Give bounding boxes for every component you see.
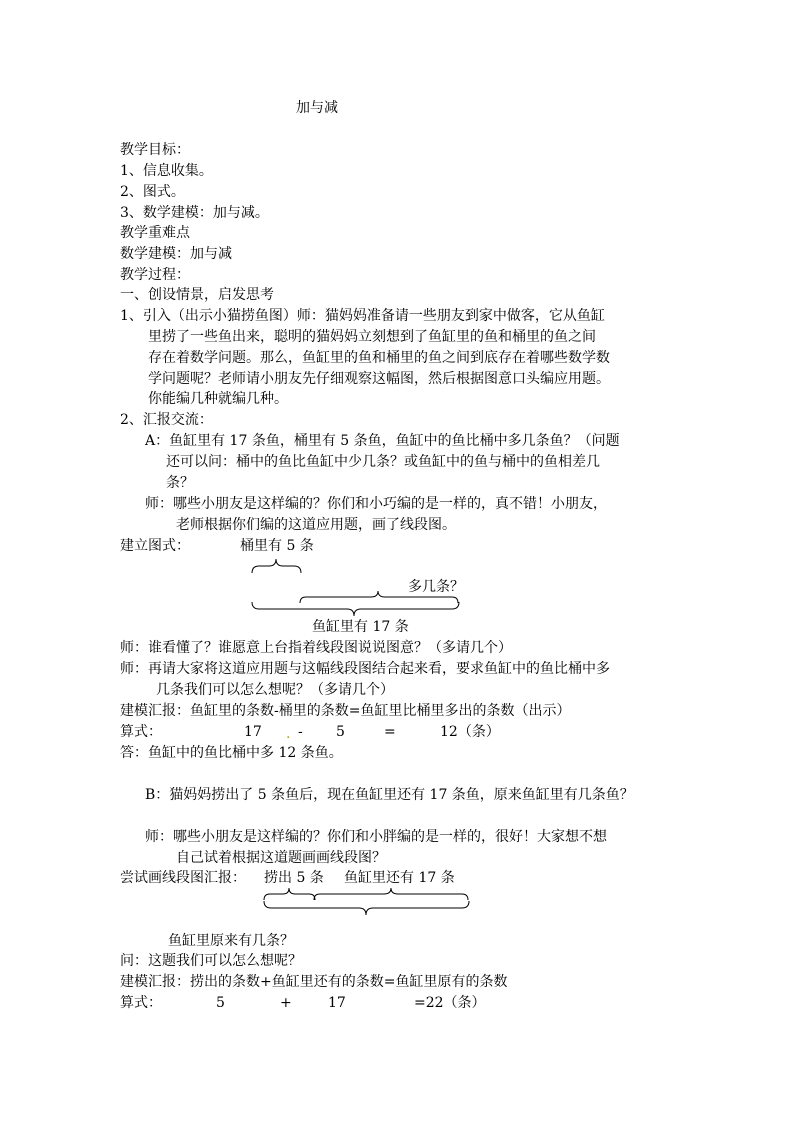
difficulty-content: 数学建模：加与减 (120, 246, 232, 262)
intro-line: 1、引入（出示小猫捞鱼图）师：猫妈妈准备请一些朋友到家中做客，它从鱼缸 (120, 308, 605, 324)
intro-line: 存在着数学问题。那么，鱼缸里的鱼和桶里的鱼之间到底存在着哪些数学数 (148, 350, 610, 366)
diagram2-right-brace (313, 887, 471, 901)
difficulty-heading: 教学重难点 (120, 225, 190, 241)
question-b-line: B：猫妈妈捞出了 5 条鱼后，现在鱼缸里还有 17 条鱼，原来鱼缸里有几条鱼？ (145, 787, 634, 803)
diagram1-top-label: 桶里有 5 条 (240, 538, 314, 554)
teacher-line: 几条我们可以怎么想呢？（多请几个） (156, 682, 394, 698)
question-a-line: 条？ (166, 475, 194, 491)
process-heading: 教学过程： (120, 267, 190, 283)
goals-heading: 教学目标： (120, 142, 190, 158)
section1-heading: 一、创设情景，启发思考 (120, 287, 274, 303)
formula1-label: 算式： (120, 724, 162, 740)
teacher-line: 师：谁看懂了？谁愿意上台指着线段图说说图意？（多请几个） (120, 640, 512, 656)
intro-line: 你能编几种就编几种。 (148, 391, 288, 407)
teacher-line: 师：再请大家将这道应用题与这幅线段图结合起来看，要求鱼缸中的鱼比桶中多 (120, 661, 610, 677)
formula2-operand-b: 17 (328, 995, 346, 1011)
formula2-result: =22（条） (414, 995, 486, 1011)
goal-item: 2、图式。 (120, 184, 185, 200)
formula1-dot: . (286, 726, 291, 742)
section2-heading: 2、汇报交流： (120, 412, 213, 428)
page-title: 加与减 (296, 100, 338, 116)
diagram1-total-brace (251, 601, 461, 617)
diagram2-left-label: 捞出 5 条 (264, 870, 324, 886)
formula2-operand-a: 5 (216, 995, 225, 1011)
diagram2-total-brace (263, 900, 473, 916)
diagram2-bottom-label: 鱼缸里原来有几条？ (168, 933, 294, 949)
formula1-equals: = (384, 724, 396, 740)
diagram2-right-label: 鱼缸里还有 17 条 (344, 870, 455, 886)
formula1-operand-a: 17 (244, 724, 262, 740)
goal-item: 3、数学建模：加与减。 (120, 205, 269, 221)
teacher-line: 师：哪些小朋友是这样编的？你们和小胖编的是一样的，很好！大家想不想 (145, 829, 607, 845)
question-a-line: A：鱼缸里有 17 条鱼，桶里有 5 条鱼，鱼缸中的鱼比桶中多几条鱼？（问题 (145, 433, 620, 449)
formula2-label: 算式： (120, 995, 162, 1011)
model-report: 建模汇报：鱼缸里的条数-桶里的条数=鱼缸里比桶里多出的条数（出示） (120, 703, 571, 719)
diagram1-bottom-label: 鱼缸里有 17 条 (312, 619, 409, 635)
diagram1-lead: 建立图式： (120, 538, 190, 554)
formula1-operator: - (298, 724, 303, 740)
formula2-operator: + (280, 995, 292, 1011)
teacher-line: 老师根据你们编的这道应用题，画了线段图。 (176, 517, 456, 533)
diagram2-left-brace (263, 887, 317, 901)
answer: 答：鱼缸中的鱼比桶中多 12 条鱼。 (120, 745, 343, 761)
model-report: 建模汇报：捞出的条数+鱼缸里还有的条数=鱼缸里原有的条数 (120, 974, 508, 990)
intro-line: 学问题呢？老师请小朋友先仔细观察这幅图，然后根据图意口头编应用题。 (148, 371, 610, 387)
diagram1-small-brace (251, 558, 303, 574)
diagram2-lead: 尝试画线段图汇报： (120, 870, 246, 886)
formula1-operand-b: 5 (336, 724, 345, 740)
question-line: 问：这题我们可以怎么想呢？ (120, 953, 302, 969)
teacher-line: 自己试着根据这道题画画线段图？ (176, 850, 386, 866)
intro-line: 里捞了一些鱼出来，聪明的猫妈妈立刻想到了鱼缸里的鱼和桶里的鱼之间 (148, 329, 596, 345)
formula1-result: 12（条） (440, 724, 500, 740)
question-a-line: 还可以问：桶中的鱼比鱼缸中少几条？或鱼缸中的鱼与桶中的鱼相差几 (166, 454, 600, 470)
teacher-line: 师：哪些小朋友是这样编的？你们和小巧编的是一样的，真不错！小朋友， (145, 496, 607, 512)
goal-item: 1、信息收集。 (120, 163, 213, 179)
diagram1-right-label: 多几条？ (408, 579, 464, 595)
